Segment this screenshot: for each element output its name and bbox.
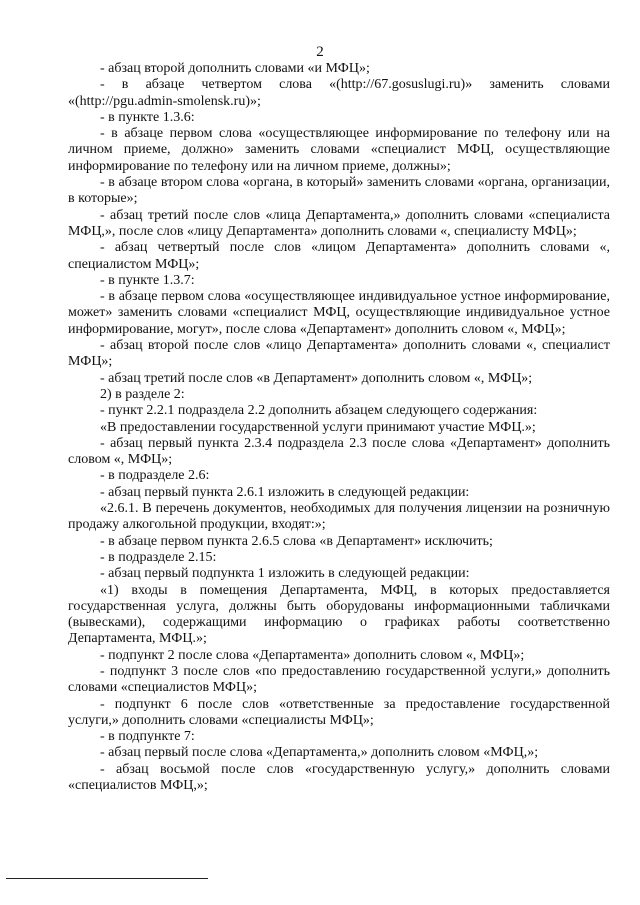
paragraph: - абзац третий после слов «лица Департамента,» дополнить словами «специалиста МФЦ,», после слов «лицу Департамента» дополнить словами «, специалисту МФЦ»; xyxy=(68,207,610,239)
page-number: 2 xyxy=(316,44,324,60)
paragraph: - в абзаце втором слова «органа, в который» заменить словами «органа, организации, в которые»; xyxy=(68,175,610,207)
paragraph: - пункт 2.2.1 подраздела 2.2 дополнить абзацем следующего содержания: xyxy=(100,403,538,419)
paragraph: - подпункт 6 после слов «ответственные за предоставление государственной услуги,» дополнить словами «специалисты МФЦ»; xyxy=(68,696,610,728)
paragraph: - абзац первый пункта 2.6.1 изложить в следующей редакции: xyxy=(100,484,470,500)
paragraph: - в подпункте 7: xyxy=(100,729,195,745)
paragraph: - в подразделе 2.15: xyxy=(100,549,217,565)
paragraph: - в абзаце первом слова «осуществляющее информирование по телефону или на личном приеме, должно» заменить словами «специалист МФЦ, осуществляющие информирование по телефону или на личном приеме, должны»; xyxy=(68,126,610,174)
paragraph: 2) в разделе 2: xyxy=(100,386,185,402)
paragraph: - абзац первый подпункта 1 изложить в следующей редакции: xyxy=(100,566,470,582)
paragraph: - абзац четвертый после слов «лицом Департамента» дополнить словами «, специалистом МФЦ»; xyxy=(68,240,610,272)
paragraph: - в пункте 1.3.6: xyxy=(100,109,195,125)
paragraph: «В предоставлении государственной услуги принимают участие МФЦ.»; xyxy=(100,419,536,435)
paragraph: «2.6.1. В перечень документов, необходимых для получения лицензии на розничную продажу алкогольной продукции, входят:»; xyxy=(68,501,610,533)
paragraph: - подпункт 2 после слова «Департамента» дополнить словом «, МФЦ»; xyxy=(100,647,525,663)
document-body xyxy=(68,61,610,794)
paragraph: - абзац первый пункта 2.3.4 подраздела 2.3 после слова «Департамент» дополнить словом «, МФЦ»; xyxy=(68,435,610,468)
paragraph: - абзац второй после слов «лицо Департамента» дополнить словами «, специалист МФЦ»; xyxy=(68,338,610,370)
paragraph: - в подразделе 2.6: xyxy=(100,468,210,484)
paragraph: - абзац второй дополнить словами «и МФЦ»; xyxy=(100,61,370,76)
paragraph: - абзац первый после слова «Департамента,» дополнить словом «МФЦ,»; xyxy=(100,745,539,761)
paragraph: - в абзаце четвертом слова «(http://67.gosuslugi.ru)» заменить словами «(http://pgu.admin-smolensk.ru)»; xyxy=(68,77,610,109)
paragraph: - в пункте 1.3.7: xyxy=(100,272,195,288)
paragraph: - абзац восьмой после слов «государственную услугу,» дополнить словами «специалистов МФЦ,»; xyxy=(68,761,610,794)
paragraph: - в абзаце первом пункта 2.6.5 слова «в Департамент» исключить; xyxy=(100,533,493,549)
paragraph: «1) входы в помещения Департамента, МФЦ, в которых предоставляется государственная услуга, должны быть оборудованы информационными табличками (вывесками), содержащими информацию о графиках работы соответственно Департамента, МФЦ.»; xyxy=(68,582,610,647)
paragraph: - подпункт 3 после слов «по предоставлению государственной услуги,» дополнить словами «специалистов МФЦ»; xyxy=(68,663,610,696)
footnote-divider xyxy=(6,878,208,879)
paragraph: - абзац третий после слов «в Департамент» дополнить словом «, МФЦ»; xyxy=(100,370,533,386)
paragraph: - в абзаце первом слова «осуществляющее индивидуальное устное информирование, может» заменить словами «специалист МФЦ, осуществляющие индивидуальное устное информирование, могут», после слова «Департамент» дополнить словом «, МФЦ»; xyxy=(68,289,610,337)
